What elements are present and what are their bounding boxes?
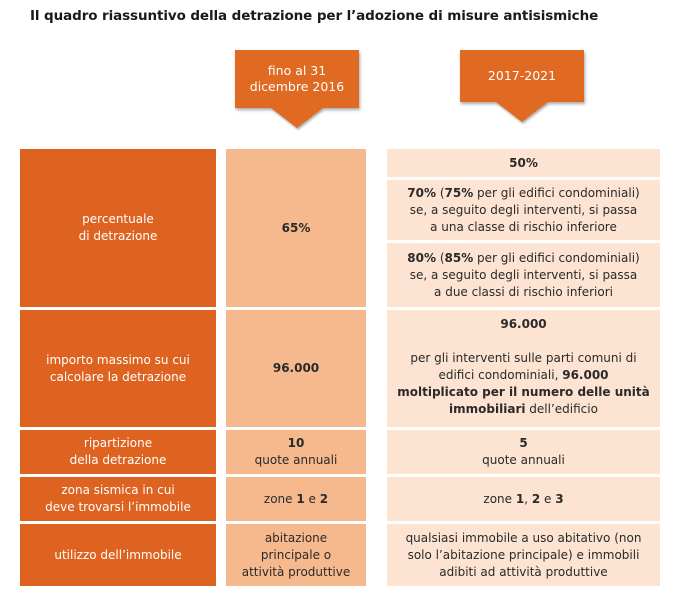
value-65: 65%	[281, 220, 311, 235]
text-e: e	[540, 491, 556, 506]
text-immobiliari: immobiliari	[449, 402, 526, 416]
value-96000: 96.000	[500, 317, 547, 331]
label-zona-line1: zona sismica in cui	[61, 483, 175, 497]
text-comma: ,	[524, 491, 532, 506]
value-zone-1: 1	[296, 491, 305, 506]
text-zone: zone	[263, 491, 297, 506]
label-utilizzo	[20, 524, 216, 586]
importo-line4	[449, 401, 598, 418]
header-arrow-2016	[235, 50, 359, 138]
percentuale-70-line2: se, a seguito degli interventi, si passa	[409, 202, 638, 217]
label-utilizzo-text: utilizzo dell’immobile	[54, 547, 182, 562]
value-75: 75%	[444, 185, 474, 200]
text-zone: zone	[483, 491, 516, 506]
text-edificio: dell’edificio	[525, 402, 598, 416]
value-10: 10	[287, 436, 305, 450]
label-percentuale-line1: percentuale	[82, 212, 154, 226]
cell-ripartizione-2017	[387, 430, 660, 474]
value-zone-2: 2	[319, 491, 329, 506]
percentuale-70-line3: a una classe di rischio inferiore	[430, 219, 617, 234]
utilizzo-2017-line3: adibiti ad attività produttive	[439, 564, 608, 579]
cell-zona-2016	[226, 477, 366, 521]
utilizzo-2017-line2: solo l’abitazione principale) e immobili	[407, 547, 640, 562]
cell-percentuale-70	[387, 180, 660, 240]
text-moltiplicato: moltiplicato per il numero delle unità	[397, 385, 650, 399]
text-condominiali: per gli edifici condominiali)	[473, 185, 640, 200]
label-percentuale-line2: di detrazione	[78, 229, 158, 243]
header-2017-2021: 2017-2021	[487, 68, 557, 83]
value-zone-3: 3	[555, 491, 564, 506]
value-50: 50%	[509, 155, 538, 170]
cell-utilizzo-2017	[387, 524, 660, 586]
label-zona-line2: deve trovarsi l’immobile	[45, 500, 191, 514]
text-paren: (	[436, 185, 445, 200]
cell-percentuale-80	[387, 243, 660, 307]
text-quote: quote annuali	[482, 453, 565, 467]
importo-line3	[397, 384, 650, 401]
label-importo	[20, 310, 216, 427]
zona-2016-text	[264, 491, 328, 508]
value-zone-1: 1	[515, 491, 525, 506]
percentuale-80-line3: a due classi di rischio inferiori	[434, 284, 613, 299]
utilizzo-2016-line2: principale o	[260, 547, 332, 562]
text-condominiali: per gli edifici condominiali)	[473, 250, 640, 265]
text-quote: quote annuali	[254, 453, 338, 467]
percentuale-70-line1	[407, 185, 639, 202]
value-85: 85%	[444, 250, 474, 265]
value-96000-bold: 96.000	[562, 368, 609, 382]
text-paren: (	[436, 250, 445, 265]
percentuale-80-line2: se, a seguito degli interventi, si passa	[409, 267, 638, 282]
value-5: 5	[519, 436, 528, 450]
value-zone-2: 2	[531, 491, 541, 506]
header-2016-line1: fino al 31	[267, 63, 327, 78]
cell-ripartizione-2016	[226, 430, 366, 474]
utilizzo-2016-line1: abitazione	[264, 530, 328, 545]
utilizzo-2016-line3: attività produttive	[241, 564, 351, 579]
label-importo-line2: calcolare la detrazione	[49, 369, 187, 384]
label-ripartizione-line2: della detrazione	[69, 453, 167, 467]
cell-importo-2016	[226, 310, 366, 427]
label-importo-line1: importo massimo su cui	[46, 352, 190, 367]
label-percentuale	[20, 149, 216, 307]
value-96000: 96.000	[272, 361, 320, 375]
label-zona	[20, 477, 216, 521]
value-80: 80%	[407, 250, 436, 265]
importo-line2	[438, 367, 608, 384]
importo-line1: per gli interventi sulle parti comuni di	[410, 351, 637, 365]
value-70: 70%	[407, 185, 436, 200]
utilizzo-2017-line1: qualsiasi immobile a uso abitativo (non	[405, 530, 642, 545]
header-2016-line2: dicembre 2016	[249, 79, 345, 94]
header-arrow-2017-2021	[460, 50, 584, 138]
cell-percentuale-2016	[226, 149, 366, 307]
cell-utilizzo-2016	[226, 524, 366, 586]
zona-2017-text	[483, 491, 563, 508]
percentuale-80-line1	[407, 250, 639, 267]
label-ripartizione-line1: ripartizione	[83, 436, 153, 450]
text-e: e	[304, 491, 320, 506]
page-title: Il quadro riassuntivo della detrazione per l’adozione di misure antisismiche	[30, 8, 599, 24]
label-ripartizione	[20, 430, 216, 474]
text-edifici: edifici condominiali,	[438, 368, 563, 382]
cell-zona-2017	[387, 477, 660, 521]
cell-importo-2017	[387, 310, 660, 427]
cell-percentuale-50	[387, 149, 660, 177]
